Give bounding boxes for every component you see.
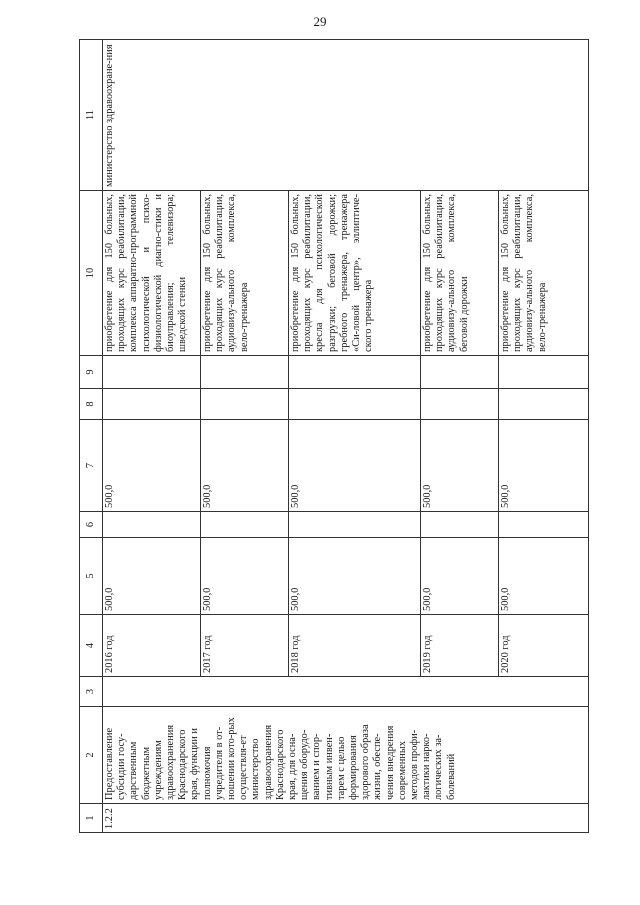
- result-cell: приобретение для 150 больных, проходящих курс реабилитации, кресла для психологической разгрузки; беговой дорожки; гребного тренажера, тренажера «Си-ловой центр», эллиптиче-ского тренажера: [289, 191, 421, 356]
- cell-col6: [201, 512, 289, 538]
- value-col7: 500,0: [499, 420, 589, 512]
- cell-col6: [289, 512, 421, 538]
- value-col5: 500,0: [499, 538, 589, 615]
- cell-col8: [103, 389, 201, 420]
- col-header-3: 3: [80, 677, 103, 707]
- col-header-9: 9: [80, 356, 103, 389]
- col-header-4: 4: [80, 615, 103, 677]
- cell-col9: [103, 356, 201, 389]
- year-cell: 2019 год: [421, 615, 499, 677]
- cell-col9: [289, 356, 421, 389]
- program-table: [79, 39, 589, 833]
- row-description: Предоставление субсидии госу-дарственным бюджетным учреждениям здравоохранения Краснодарского края, функции и полномочия учредителя в от-ношении кото-рых осуществля-ет министерство здравоохранения Краснодарского края, для осна-щения оборудо-ванием и спор-тивным инвен-тарем с целью формирования здорового образа жизни, обеспе-чения внедрения современных методов профи-лактики нарко-логических за-болеваний: [103, 707, 589, 804]
- col-header-10: 10: [80, 191, 103, 356]
- result-cell: приобретение для 150 больных, проходящих курс реабилитации, аудиовизу-ального комплекса, беговой дорожки: [421, 191, 499, 356]
- year-cell: 2016 год: [103, 615, 201, 677]
- value-col5: 500,0: [201, 538, 289, 615]
- value-col5: 500,0: [289, 538, 421, 615]
- col-header-2: 2: [80, 707, 103, 804]
- col-header-6: 6: [80, 512, 103, 538]
- table-rotator: [79, 40, 611, 833]
- cell-col8: [499, 389, 589, 420]
- cell-col3: [103, 677, 589, 707]
- cell-col9: [421, 356, 499, 389]
- value-col7: 500,0: [421, 420, 499, 512]
- value-col5: 500,0: [421, 538, 499, 615]
- row-number: 1.2.2: [103, 804, 589, 833]
- result-cell: приобретение для 150 больных, проходящих курс реабилитации, аудиовизу-ального комплекса, вело-тренажера: [499, 191, 589, 356]
- col-header-8: 8: [80, 389, 103, 420]
- value-col7: 500,0: [289, 420, 421, 512]
- year-cell: 2018 год: [289, 615, 421, 677]
- year-cell: 2020 год: [499, 615, 589, 677]
- col-header-11: 11: [80, 40, 103, 191]
- year-cell: 2017 год: [201, 615, 289, 677]
- value-col7: 500,0: [201, 420, 289, 512]
- table-row-2016: [103, 40, 201, 833]
- rotated-table-sheet: [79, 40, 611, 833]
- executor-cell: министерство здравоохране-ния: [103, 40, 589, 191]
- cell-col8: [201, 389, 289, 420]
- result-cell: приобретение для 150 больных, проходящих курс реабилитации, аудиовизу-ального комплекса, вело-тренажера: [201, 191, 289, 356]
- col-header-7: 7: [80, 420, 103, 512]
- header-row: [80, 40, 103, 833]
- cell-col9: [499, 356, 589, 389]
- col-header-1: 1: [80, 804, 103, 833]
- cell-col8: [421, 389, 499, 420]
- page-number: 29: [313, 14, 327, 29]
- cell-col9: [201, 356, 289, 389]
- cell-col6: [421, 512, 499, 538]
- result-cell: приобретение для 150 больных, проходящих курс реабилитации, комплекса аппаратно-программной психологической и психо-физиологической диагно-стики и биоуправления; телевизора; шведской стенки: [103, 191, 201, 356]
- value-col5: 500,0: [103, 538, 201, 615]
- value-col7: 500,0: [103, 420, 201, 512]
- col-header-5: 5: [80, 538, 103, 615]
- cell-col6: [103, 512, 201, 538]
- cell-col8: [289, 389, 421, 420]
- cell-col6: [499, 512, 589, 538]
